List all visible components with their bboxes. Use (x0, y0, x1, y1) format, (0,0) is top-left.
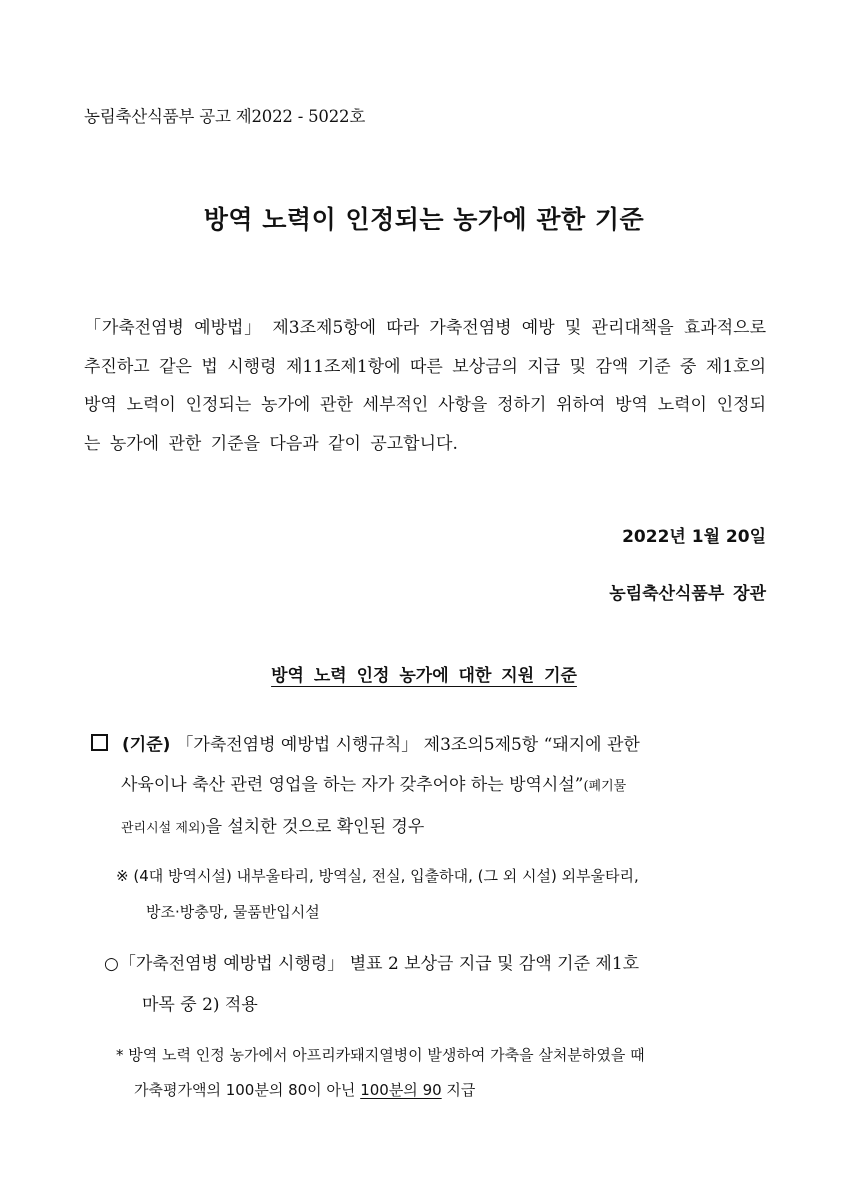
criteria-line-2-text: 사육이나 축산 관련 영업을 하는 자가 갖추어야 하는 방역시설” (121, 775, 584, 795)
section-heading (0, 661, 848, 686)
circle-bullet-icon: ○ (104, 954, 119, 974)
notice-number: 농림축산식품부 공고 제2022 - 5022호 (84, 107, 366, 126)
payment-rate-underlined: 100분의 90 (360, 1081, 442, 1099)
criteria-label: (기준) (122, 735, 171, 755)
announcement-date: 2022년 1월 20일 (622, 527, 766, 547)
note-line-2: 방조·방충망, 물품반입시설 (146, 903, 320, 921)
criteria-line-2 (91, 765, 773, 807)
payment-note-text-a: 가축평가액의 100분의 80이 아닌 (134, 1081, 361, 1099)
section-title: 방역 노력 인정 농가에 대한 지원 기준 (271, 666, 577, 686)
criteria-line-3-text: 을 설치한 것으로 확인된 경우 (205, 817, 425, 837)
checkbox-square-icon (91, 734, 108, 751)
applied-clause-item (104, 944, 774, 1026)
payment-note-line-2 (116, 1073, 776, 1108)
document-title: 방역 노력이 인정되는 농가에 관한 기준 (203, 205, 645, 234)
facility-note (116, 858, 776, 930)
payment-note-text-b: 지급 (441, 1081, 476, 1099)
note-line-1: (4대 방역시설) 내부울타리, 방역실, 전실, 입출하대, (그 외 시설) 외부울타리, (133, 867, 639, 885)
clause-line-2: 마목 중 2) 적용 (142, 995, 258, 1015)
star-marker: * (116, 1046, 124, 1064)
payment-note-line-1: 방역 노력 인정 농가에서 아프리카돼지열병이 발생하여 가축을 살처분하였을 때 (128, 1046, 645, 1064)
criteria-line-3 (91, 807, 773, 849)
criteria-line-3-small: 관리시설 제외) (121, 821, 206, 836)
criteria-line-2-small: (폐기물 (583, 779, 627, 794)
clause-line-1: 「가축전염병 예방법 시행령」 별표 2 보상금 지급 및 감액 기준 제1호 (118, 954, 640, 974)
issuer-name: 농림축산식품부 장관 (609, 584, 766, 604)
payment-note (116, 1038, 776, 1108)
intro-paragraph: 「가축전염병 예방법」 제3조제5항에 따라 가축전염병 예방 및 관리대책을 효과적으로 추진하고 같은 법 시행령 제11조제1항에 따른 보상금의 지급 및 감액 기준 중 제1호의 방역 노력이 인정되는 농가에 관한 세부적인 사항을 정하기 위하여 방역 노력이 인정되는 농가에 관한 기준을 다음과 같이 공고합니다. (84, 318, 766, 454)
criteria-line-1: 「가축전염병 예방법 시행규칙」 제3조의5제5항 “돼지에 관한 (176, 735, 640, 755)
note-marker: ※ (116, 867, 129, 885)
criteria-item (91, 725, 773, 849)
